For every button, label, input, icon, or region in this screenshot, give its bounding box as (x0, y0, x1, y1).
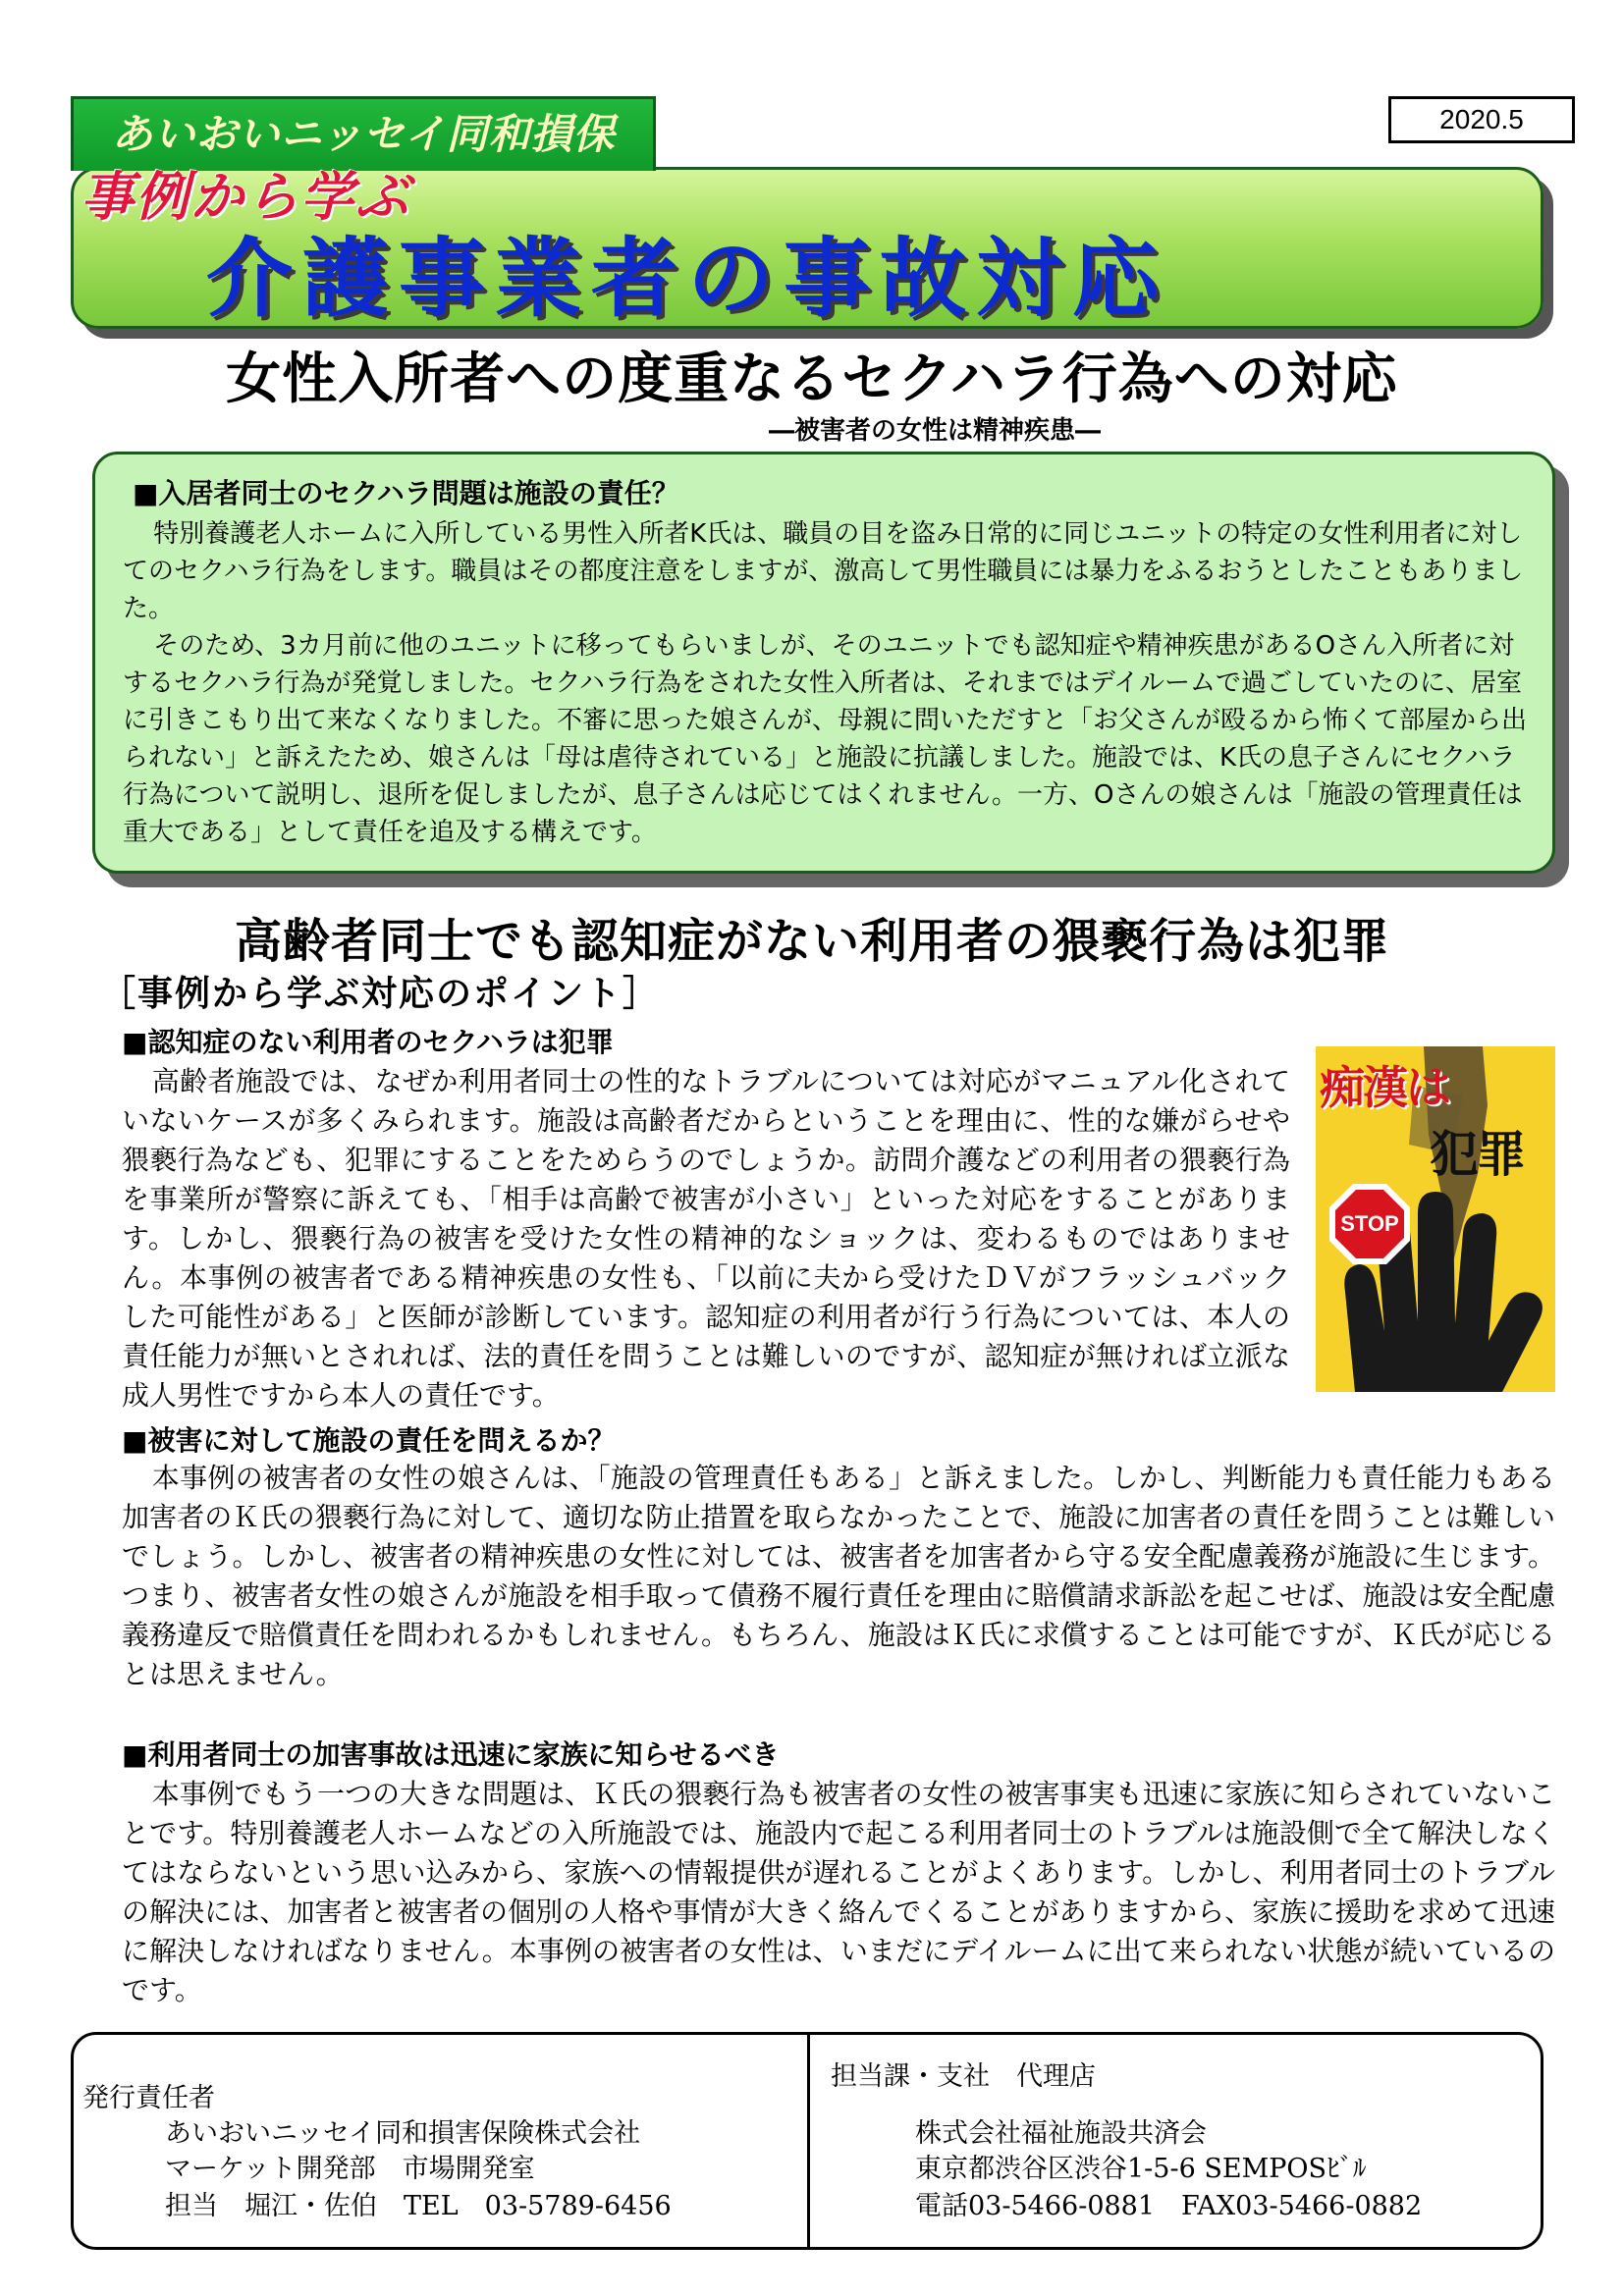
publisher-department: マーケット開発部 市場開発室 (165, 2154, 535, 2184)
agency-address: 東京都渋谷区渋谷1-5-6 SEMPOSﾋﾞﾙ (915, 2154, 1367, 2184)
stop-sign-text: STOP (1340, 1211, 1399, 1236)
case-paragraph-2: そのため、3カ月前に他のユニットに移ってもらいましが、そのユニットでも認知症や精神疾患があるOさん入所者に対するセクハラ行為が発覚しました。セクハラ行為をされた女性入所者は、それまではデイルームで過ごしていたのに、居室に引きこもり出て来なくなりました。不審に思った娘さんが、母親に問いただすと「お父さんが殴るから怖くて部屋から出られない」と訴えたため、娘さんは「母は虐待されている」と施設に抗議しました。施設では、K氏の息子さんにセクハラ行為について説明し、退所を促しましたが、息子さんは応じてはくれません。一方、Oさんの娘さんは「施設の管理責任は重大である」として責任を追及する構えです。 (123, 631, 1528, 847)
footer-divider (807, 2035, 810, 2247)
agency-phone: 電話03-5466-0881 FAX03-5466-0882 (915, 2191, 1423, 2221)
banner-subtitle: 事例から学ぶ (81, 166, 410, 228)
image-text-top: 痴漢は (1320, 1061, 1449, 1114)
article-subtitle: ―被害者の女性は精神疾患― (768, 416, 1101, 446)
company-name-tab: あいおいニッセイ同和損保 (71, 96, 656, 171)
chikan-stop-illustration (1316, 1046, 1555, 1392)
banner-title: 介護事業者の事故対応 (206, 227, 1169, 329)
subsection-1-heading: ■認知症のない利用者のセクハラは犯罪 (122, 1026, 614, 1058)
subsection-2-heading: ■被害に対して施設の責任を問えるか？ (122, 1424, 616, 1457)
subsection-3-heading: ■利用者同士の加害事故は迅速に家族に知らせるべき (122, 1738, 780, 1771)
publisher-label: 発行責任者 (82, 2083, 215, 2113)
section-title: 高齢者同士でも認知症がない利用者の猥褻行為は犯罪 (234, 914, 1389, 969)
issue-date: 2020.5 (1388, 96, 1575, 143)
points-heading: ［事例から学ぶ対応のポイント］ (100, 974, 661, 1014)
case-summary-box (92, 452, 1555, 874)
subsection-2-body: 本事例の被害者の女性の娘さんは、「施設の管理責任もある」と訴えました。しかし、判断能力も責任能力もある加害者のＫ氏の猥褻行為に対して、適切な防止措置を取らなかったことで、施設に加害者の責任を問うことは難しいでしょう。しかし、被害者の精神疾患の女性に対しては、被害者を加害者から守る安全配慮義務が施設に生じます。つまり、被害者女性の娘さんが施設を相手取って債務不履行責任を理由に賠償請求訴訟を起こせば、施設は安全配慮義務違反で賠償責任を問われるかもしれません。もちろん、施設はＫ氏に求償することは可能ですが、Ｋ氏が応じるとは思えません。 (122, 1462, 1555, 1690)
publisher-company: あいおいニッセイ同和損害保険株式会社 (165, 2118, 641, 2149)
subsection-3-body: 本事例でもう一つの大きな問題は、Ｋ氏の猥褻行為も被害者の女性の被害事実も迅速に家族に知らされていないことです。特別養護老人ホームなどの入所施設では、施設内で起こる利用者同士のトラブルは施設側で全て解決しなくてはならないという思い込みから、家族への情報提供が遅れることがよくあります。しかし、利用者同士のトラブルの解決には、加害者と被害者の個別の人格や事情が大きく絡んでくることがありますから、家族に援助を求めて迅速に解決しなければなりません。本事例の被害者の女性は、いまだにデイルームに出て来られない状態が続いているのです。 (122, 1778, 1555, 2006)
article-title: 女性入所者への度重なるセクハラ行為への対応 (226, 347, 1398, 411)
agency-label: 担当課・支社 代理店 (831, 2061, 1096, 2092)
publisher-contact: 担当 堀江・佐伯 TEL 03-5789-6456 (165, 2191, 672, 2221)
subsection-1-body: 高齢者施設では、なぜか利用者同士の性的なトラブルについては対応がマニュアル化されていないケースが多くみられます。施設は高齢者だからということを理由に、性的な嫌がらせや猥褻行為なども、犯罪にすることをためらうのでしょうか。訪問介護などの利用者の猥褻行為を事業所が警察に訴えても、「相手は高齢で被害が小さい」といった対応をすることがあります。しかし、猥褻行為の被害を受けた女性の精神的なショックは、変わるものではありません。本事例の被害者である精神疾患の女性も、「以前に夫から受けたＤＶがフラッシュバックした可能性がある」と医師が診断しています。認知症の利用者が行う行為については、本人の責任能力が無いとされれば、法的責任を問うことは難しいのですが、認知症が無ければ立派な成人男性ですから本人の責任です。 (122, 1065, 1290, 1412)
case-heading: ■入居者同士のセクハラ問題は施設の責任？ (133, 477, 679, 509)
case-paragraph-1: 特別養護老人ホームに入所している男性入所者K氏は、職員の目を盗み日常的に同じユニットの特定の女性利用者に対してのセクハラ行為をします。職員はその都度注意をしますが、激高して男性職員には暴力をふるおうとしたこともありました。 (123, 519, 1524, 623)
agency-company: 株式会社福祉施設共済会 (915, 2118, 1207, 2149)
image-text-bottom: 犯罪 (1430, 1126, 1524, 1183)
